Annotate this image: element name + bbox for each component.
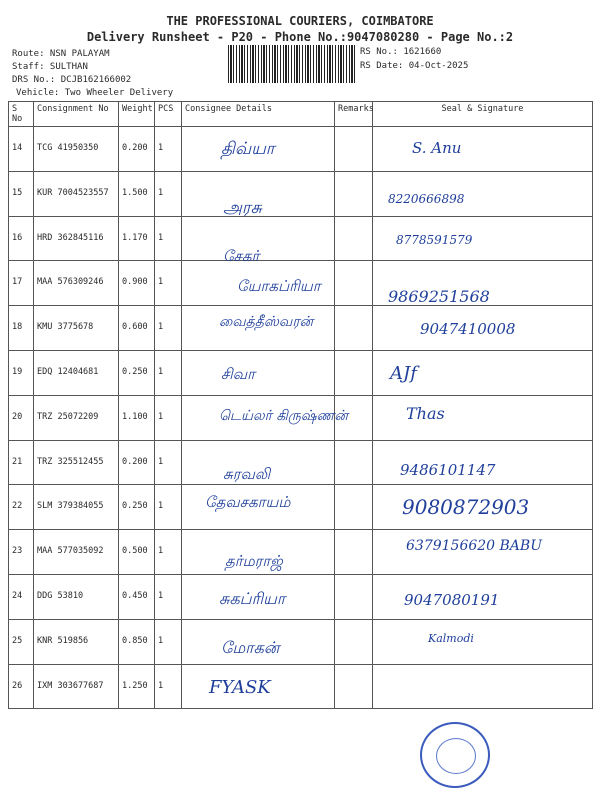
- consignment-number-cell: KUR 7004523557: [34, 171, 119, 216]
- column-header: Remarks: [335, 102, 373, 127]
- handwritten-signature: 9869251568: [388, 287, 490, 307]
- serial-number-cell: 17: [9, 261, 34, 306]
- seal-signature-cell: [373, 306, 593, 351]
- consignment-number-cell: MAA 577035092: [34, 530, 119, 575]
- serial-number-cell: 23: [9, 530, 34, 575]
- barcode: [228, 45, 355, 83]
- seal-signature-cell: [373, 664, 593, 709]
- handwritten-signature: 8220666898: [388, 191, 465, 206]
- pcs-cell: 1: [155, 171, 182, 216]
- table-row: [9, 574, 593, 619]
- remarks-cell: [335, 127, 373, 172]
- pcs-cell: 1: [155, 216, 182, 261]
- column-header: S No: [9, 102, 34, 127]
- seal-signature-cell: [373, 127, 593, 172]
- weight-cell: 0.200: [119, 440, 155, 485]
- consignment-number-cell: HRD 362845116: [34, 216, 119, 261]
- staff-label: Staff: SULTHAN: [12, 62, 88, 72]
- serial-number-cell: 18: [9, 306, 34, 351]
- consignee-details-cell: [182, 574, 335, 619]
- column-header: Seal & Signature: [373, 102, 593, 127]
- weight-cell: 0.500: [119, 530, 155, 575]
- handwritten-signature: S. Anu: [412, 139, 462, 157]
- route-label: Route: NSN PALAYAM: [12, 49, 110, 59]
- seal-signature-cell: [373, 216, 593, 261]
- serial-number-cell: 21: [9, 440, 34, 485]
- weight-cell: 0.250: [119, 350, 155, 395]
- serial-number-cell: 25: [9, 619, 34, 664]
- table-header-row: [9, 102, 593, 127]
- table-row: [9, 440, 593, 485]
- handwritten-consignee-name: சுகப்ரியா: [219, 588, 286, 608]
- table-row: [9, 485, 593, 530]
- remarks-cell: [335, 261, 373, 306]
- table-row: [9, 306, 593, 351]
- handwritten-signature: 9047080191: [404, 590, 500, 609]
- consignment-number-cell: KMU 3775678: [34, 306, 119, 351]
- handwritten-consignee-name: அரசு: [223, 197, 262, 218]
- pcs-cell: 1: [155, 261, 182, 306]
- serial-number-cell: 22: [9, 485, 34, 530]
- serial-number-cell: 14: [9, 127, 34, 172]
- pcs-cell: 1: [155, 440, 182, 485]
- remarks-cell: [335, 350, 373, 395]
- consignee-details-cell: [182, 619, 335, 664]
- seal-signature-cell: [373, 530, 593, 575]
- seal-signature-cell: [373, 485, 593, 530]
- column-header: Consignment No: [34, 102, 119, 127]
- handwritten-consignee-name: டெய்லர் கிருஷ்ணன்: [219, 407, 348, 424]
- handwritten-signature: AJf: [390, 362, 417, 384]
- consignee-details-cell: [182, 485, 335, 530]
- rs-number: RS No.: 1621660: [360, 47, 442, 57]
- consignment-number-cell: DDG 53810: [34, 574, 119, 619]
- handwritten-consignee-name: சுரவலி: [223, 464, 271, 483]
- handwritten-signature: 9080872903: [402, 495, 530, 520]
- consignee-details-cell: [182, 530, 335, 575]
- consignment-number-cell: TRZ 325512455: [34, 440, 119, 485]
- consignment-number-cell: IXM 303677687: [34, 664, 119, 709]
- remarks-cell: [335, 306, 373, 351]
- consignee-details-cell: [182, 306, 335, 351]
- handwritten-signature: 8778591579: [396, 232, 473, 247]
- remarks-cell: [335, 574, 373, 619]
- weight-cell: 0.600: [119, 306, 155, 351]
- column-header: Consignee Details: [182, 102, 335, 127]
- table-row: [9, 664, 593, 709]
- table-row: [9, 171, 593, 216]
- remarks-cell: [335, 530, 373, 575]
- handwritten-consignee-name: தேவசகாயம்: [205, 493, 291, 512]
- remarks-cell: [335, 171, 373, 216]
- weight-cell: 0.200: [119, 127, 155, 172]
- rs-date: RS Date: 04-Oct-2025: [360, 61, 469, 71]
- handwritten-consignee-name: FYASK: [209, 676, 271, 698]
- pcs-cell: 1: [155, 485, 182, 530]
- seal-signature-cell: [373, 171, 593, 216]
- consignment-number-cell: KNR 519856: [34, 619, 119, 664]
- serial-number-cell: 19: [9, 350, 34, 395]
- handwritten-signature: 9486101147: [400, 460, 496, 479]
- seal-signature-cell: [373, 619, 593, 664]
- table-row: [9, 395, 593, 440]
- serial-number-cell: 26: [9, 664, 34, 709]
- table-row: [9, 619, 593, 664]
- pcs-cell: 1: [155, 664, 182, 709]
- serial-number-cell: 15: [9, 171, 34, 216]
- pcs-cell: 1: [155, 127, 182, 172]
- seal-signature-cell: [373, 350, 593, 395]
- handwritten-consignee-name: வைத்தீஸ்வரன்: [219, 314, 314, 331]
- pcs-cell: 1: [155, 574, 182, 619]
- seal-signature-cell: [373, 261, 593, 306]
- handwritten-signature: Thas: [406, 403, 445, 423]
- consignment-number-cell: TCG 41950350: [34, 127, 119, 172]
- remarks-cell: [335, 216, 373, 261]
- table-row: [9, 530, 593, 575]
- handwritten-signature: 6379156620 BABU: [406, 538, 543, 555]
- handwritten-consignee-name: திவ்யா: [221, 139, 275, 159]
- consignment-number-cell: MAA 576309246: [34, 261, 119, 306]
- vehicle-label: Vehicle: Two Wheeler Delivery: [16, 88, 174, 98]
- consignee-details-cell: [182, 350, 335, 395]
- weight-cell: 1.250: [119, 664, 155, 709]
- table-row: [9, 350, 593, 395]
- consignment-number-cell: TRZ 25072209: [34, 395, 119, 440]
- document-subtitle: Delivery Runsheet - P20 - Phone No.:9047080280 - Page No.:2: [86, 30, 514, 44]
- remarks-cell: [335, 619, 373, 664]
- document-title: THE PROFESSIONAL COURIERS, COIMBATORE: [166, 14, 434, 28]
- pcs-cell: 1: [155, 395, 182, 440]
- weight-cell: 0.250: [119, 485, 155, 530]
- table-row: [9, 261, 593, 306]
- weight-cell: 0.450: [119, 574, 155, 619]
- remarks-cell: [335, 485, 373, 530]
- weight-cell: 0.900: [119, 261, 155, 306]
- remarks-cell: [335, 440, 373, 485]
- handwritten-consignee-name: மோகன்: [221, 637, 280, 657]
- weight-cell: 1.170: [119, 216, 155, 261]
- handwritten-signature: 9047410008: [420, 320, 516, 339]
- consignee-details-cell: [182, 127, 335, 172]
- runsheet-table: [8, 101, 593, 709]
- consignee-details-cell: [182, 261, 335, 306]
- consignee-details-cell: [182, 216, 335, 265]
- serial-number-cell: 16: [9, 216, 34, 261]
- stamp-inner-ring: [436, 738, 476, 774]
- consignment-number-cell: SLM 379384055: [34, 485, 119, 530]
- pcs-cell: 1: [155, 619, 182, 664]
- consignment-number-cell: EDQ 12404681: [34, 350, 119, 395]
- handwritten-consignee-name: சிவா: [221, 364, 255, 383]
- office-seal-stamp: [420, 722, 490, 788]
- drs-label: DRS No.: DCJB162166002: [12, 75, 132, 85]
- serial-number-cell: 20: [9, 395, 34, 440]
- handwritten-consignee-name: தர்மராஜ்: [225, 552, 283, 571]
- serial-number-cell: 24: [9, 574, 34, 619]
- consignee-details-cell: [182, 171, 335, 216]
- consignee-details-cell: [182, 395, 348, 440]
- handwritten-consignee-name: யோகப்ரியா: [237, 277, 321, 296]
- consignee-details-cell: [182, 440, 335, 485]
- weight-cell: 0.850: [119, 619, 155, 664]
- handwritten-consignee-name: சேகர்: [223, 246, 260, 265]
- table-row: [9, 127, 593, 172]
- pcs-cell: 1: [155, 306, 182, 351]
- consignee-details-cell: [182, 664, 335, 709]
- column-header: Weight: [119, 102, 155, 127]
- seal-signature-cell: [373, 440, 593, 485]
- seal-signature-cell: [373, 395, 593, 440]
- weight-cell: 1.100: [119, 395, 155, 440]
- seal-signature-cell: [373, 574, 593, 619]
- table-row: [9, 216, 593, 261]
- handwritten-signature: Kalmodi: [428, 631, 474, 645]
- remarks-cell: [335, 664, 373, 709]
- pcs-cell: 1: [155, 530, 182, 575]
- pcs-cell: 1: [155, 350, 182, 395]
- weight-cell: 1.500: [119, 171, 155, 216]
- column-header: PCS: [155, 102, 182, 127]
